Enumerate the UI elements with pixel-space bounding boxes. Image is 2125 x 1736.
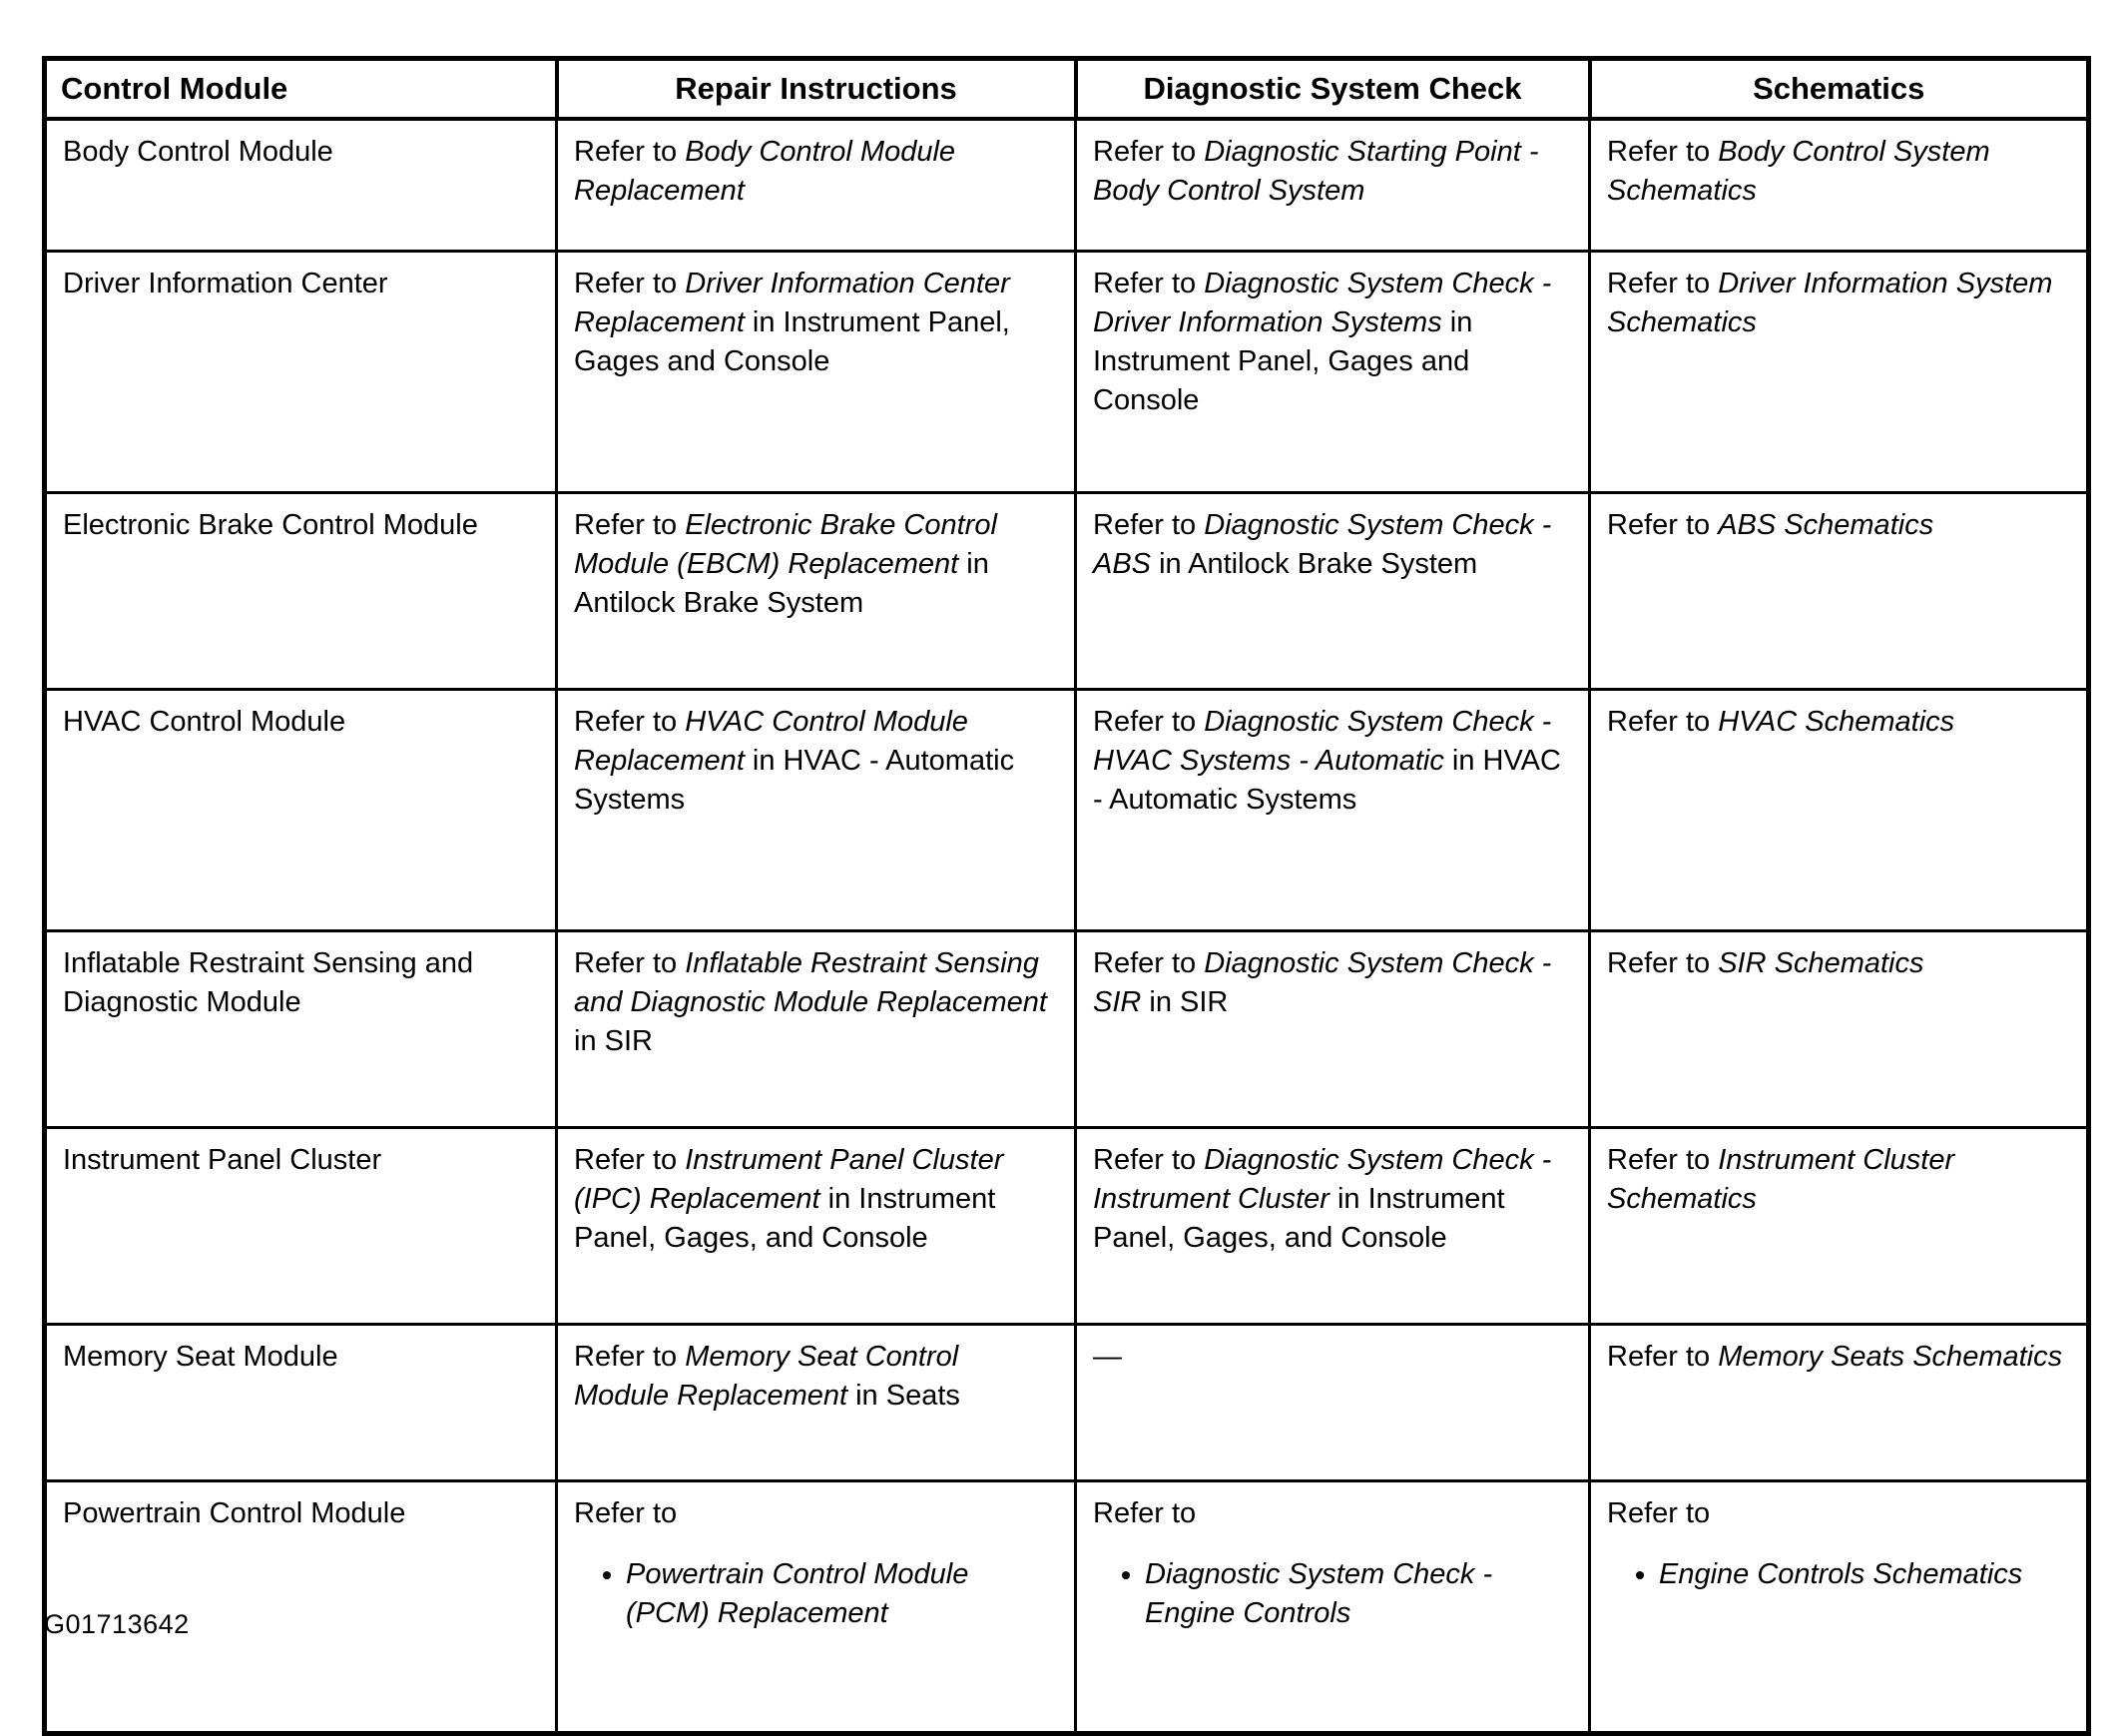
repair-cell bbox=[557, 493, 1076, 690]
cell-bullet-list bbox=[574, 1555, 1056, 1633]
table-row bbox=[45, 1128, 2089, 1325]
cell-paragraph bbox=[1093, 133, 1570, 211]
cell-paragraph bbox=[1093, 1338, 1570, 1377]
cell-text: in SIR bbox=[574, 1025, 653, 1058]
diagnostic-cell bbox=[1076, 690, 1590, 931]
cell-text: Refer to bbox=[574, 268, 686, 299]
cell-paragraph bbox=[574, 1494, 1056, 1533]
cell-text: Refer to bbox=[1607, 1144, 1719, 1176]
reference-title: ABS Schematics bbox=[1718, 509, 1934, 541]
cell-text: in HVAC - Automatic Systems bbox=[1093, 745, 1561, 817]
reference-title: Driver Information Center Replacement bbox=[574, 268, 1010, 339]
reference-title: Diagnostic Starting Point - Body Control System bbox=[1093, 136, 1539, 208]
cell-text: Refer to bbox=[1607, 1341, 1719, 1373]
cell-paragraph bbox=[1607, 1494, 2068, 1533]
schematics-cell bbox=[1590, 1128, 2089, 1325]
cell-text: Refer to bbox=[1093, 706, 1205, 738]
repair-cell bbox=[557, 931, 1076, 1128]
schematics-cell bbox=[1590, 931, 2089, 1128]
cell-paragraph bbox=[1607, 1141, 2068, 1219]
reference-title: Diagnostic System Check - Engine Controls bbox=[1145, 1558, 1493, 1630]
cell-text: in Antilock Brake System bbox=[574, 548, 989, 620]
cell-text: Refer to bbox=[574, 1144, 686, 1176]
figure-id-caption: G01713642 bbox=[44, 1609, 190, 1639]
diagnostic-cell bbox=[1076, 1325, 1590, 1481]
diagnostic-cell bbox=[1076, 119, 1590, 252]
cell-text: Refer to bbox=[574, 1497, 678, 1529]
cell-text: Refer to bbox=[1093, 268, 1205, 299]
cell-text: Refer to bbox=[574, 1341, 686, 1373]
reference-title: Body Control System Schematics bbox=[1607, 136, 1990, 208]
cell-bullet-item bbox=[1659, 1555, 2068, 1594]
cell-paragraph bbox=[574, 133, 1056, 211]
reference-title: Driver Information System Schematics bbox=[1607, 268, 2053, 339]
cell-text: Refer to bbox=[1093, 136, 1205, 168]
table-header bbox=[45, 59, 2089, 120]
header-cell-schematics: Schematics bbox=[1590, 59, 2089, 120]
cell-paragraph bbox=[1607, 1338, 2068, 1377]
reference-title: Memory Seat Control Module Replacement bbox=[574, 1341, 959, 1413]
reference-title: Diagnostic System Check - HVAC Systems - Automatic bbox=[1093, 706, 1552, 778]
repair-cell bbox=[557, 690, 1076, 931]
diagnostic-cell bbox=[1076, 931, 1590, 1128]
schematics-cell bbox=[1590, 252, 2089, 493]
reference-title: Diagnostic System Check - SIR bbox=[1093, 947, 1552, 1019]
cell-bullet-list bbox=[1093, 1555, 1570, 1633]
reference-title: SIR Schematics bbox=[1718, 947, 1924, 979]
module-cell: Powertrain Control Module bbox=[45, 1481, 557, 1734]
header-cell-repair-instructions: Repair Instructions bbox=[557, 59, 1076, 120]
cell-text: — bbox=[1093, 1341, 1122, 1373]
cell-text: Refer to bbox=[1607, 509, 1719, 541]
reference-title: Instrument Cluster Schematics bbox=[1607, 1144, 1955, 1216]
diagnostic-cell bbox=[1076, 493, 1590, 690]
reference-title: Diagnostic System Check - Driver Information Systems bbox=[1093, 268, 1552, 339]
schematics-cell bbox=[1590, 690, 2089, 931]
diagnostic-cell bbox=[1076, 1481, 1590, 1734]
cell-bullet-list bbox=[1607, 1555, 2068, 1594]
table-row bbox=[45, 1325, 2089, 1481]
diagnostic-cell bbox=[1076, 1128, 1590, 1325]
cell-text: in Instrument Panel, Gages, and Console bbox=[574, 1183, 996, 1255]
cell-paragraph bbox=[574, 506, 1056, 623]
table-row bbox=[45, 252, 2089, 493]
cell-text: in Instrument Panel, Gages and Console bbox=[574, 306, 1010, 378]
reference-title: Engine Controls Schematics bbox=[1659, 1558, 2023, 1591]
reference-title: Inflatable Restraint Sensing and Diagnostic Module Replacement bbox=[574, 947, 1047, 1019]
reference-title: Memory Seats Schematics bbox=[1718, 1341, 2063, 1373]
module-cell: Driver Information Center bbox=[45, 252, 557, 493]
repair-cell bbox=[557, 1325, 1076, 1481]
control-modules-table bbox=[42, 56, 2091, 1736]
schematics-cell bbox=[1590, 119, 2089, 252]
cell-paragraph bbox=[1093, 1494, 1570, 1533]
table-header-row bbox=[45, 59, 2089, 120]
cell-paragraph bbox=[1607, 944, 2068, 983]
cell-text: in SIR bbox=[1141, 986, 1229, 1019]
schematics-cell bbox=[1590, 493, 2089, 690]
cell-text: Refer to bbox=[1607, 268, 1719, 299]
reference-title: Powertrain Control Module (PCM) Replacement bbox=[626, 1558, 969, 1630]
schematics-cell bbox=[1590, 1325, 2089, 1481]
diagnostic-cell bbox=[1076, 252, 1590, 493]
cell-text: Refer to bbox=[574, 947, 686, 979]
cell-paragraph bbox=[1093, 944, 1570, 1022]
cell-text: Refer to bbox=[574, 706, 686, 738]
cell-text: in Antilock Brake System bbox=[1151, 548, 1478, 581]
cell-text: in Instrument Panel, Gages and Console bbox=[1093, 306, 1473, 417]
header-cell-control-module: Control Module bbox=[45, 59, 557, 120]
cell-paragraph bbox=[1607, 133, 2068, 211]
module-cell: Body Control Module bbox=[45, 119, 557, 252]
cell-text: Refer to bbox=[1607, 136, 1719, 168]
repair-cell bbox=[557, 119, 1076, 252]
cell-text: in Seats bbox=[847, 1380, 960, 1413]
table-row bbox=[45, 1481, 2089, 1734]
reference-title: HVAC Control Module Replacement bbox=[574, 706, 968, 778]
cell-paragraph bbox=[1093, 506, 1570, 584]
cell-text: Refer to bbox=[1607, 947, 1719, 979]
table-row bbox=[45, 119, 2089, 252]
cell-text: in Instrument Panel, Gages, and Console bbox=[1093, 1183, 1505, 1255]
module-cell: Electronic Brake Control Module bbox=[45, 493, 557, 690]
reference-title: Diagnostic System Check - ABS bbox=[1093, 509, 1552, 581]
reference-title: HVAC Schematics bbox=[1718, 706, 1955, 738]
cell-paragraph bbox=[1093, 703, 1570, 820]
cell-paragraph bbox=[1607, 703, 2068, 742]
cell-bullet-item bbox=[626, 1555, 1056, 1633]
cell-text: Refer to bbox=[1607, 706, 1719, 738]
table-row bbox=[45, 493, 2089, 690]
module-cell: Instrument Panel Cluster bbox=[45, 1128, 557, 1325]
module-cell: HVAC Control Module bbox=[45, 690, 557, 931]
module-cell: Memory Seat Module bbox=[45, 1325, 557, 1481]
reference-title: Body Control Module Replacement bbox=[574, 136, 956, 208]
cell-text: Refer to bbox=[1093, 1497, 1197, 1529]
cell-paragraph bbox=[574, 944, 1056, 1061]
cell-text: Refer to bbox=[1093, 947, 1205, 979]
cell-text: in HVAC - Automatic Systems bbox=[574, 745, 1015, 817]
repair-cell bbox=[557, 1481, 1076, 1734]
repair-cell bbox=[557, 1128, 1076, 1325]
cell-text: Refer to bbox=[1093, 509, 1205, 541]
cell-paragraph bbox=[574, 265, 1056, 381]
repair-cell bbox=[557, 252, 1076, 493]
cell-text: Refer to bbox=[1607, 1497, 1711, 1529]
module-cell: Inflatable Restraint Sensing and Diagnostic Module bbox=[45, 931, 557, 1128]
cell-paragraph bbox=[574, 703, 1056, 820]
cell-bullet-item bbox=[1145, 1555, 1570, 1633]
cell-paragraph bbox=[574, 1338, 1056, 1416]
cell-paragraph bbox=[1607, 265, 2068, 342]
header-cell-diagnostic-system-check: Diagnostic System Check bbox=[1076, 59, 1590, 120]
table-body bbox=[45, 119, 2089, 1734]
table-row bbox=[45, 690, 2089, 931]
reference-title: Electronic Brake Control Module (EBCM) Replacement bbox=[574, 509, 997, 581]
cell-text: Refer to bbox=[1093, 1144, 1205, 1176]
cell-text: Refer to bbox=[574, 509, 686, 541]
cell-paragraph bbox=[574, 1141, 1056, 1258]
cell-text: Refer to bbox=[574, 136, 686, 168]
reference-title: Diagnostic System Check - Instrument Cluster bbox=[1093, 1144, 1552, 1216]
cell-paragraph bbox=[1093, 1141, 1570, 1258]
cell-paragraph bbox=[1093, 265, 1570, 421]
reference-title: Instrument Panel Cluster (IPC) Replacement bbox=[574, 1144, 1004, 1216]
schematics-cell bbox=[1590, 1481, 2089, 1734]
cell-paragraph bbox=[1607, 506, 2068, 545]
table-row bbox=[45, 931, 2089, 1128]
